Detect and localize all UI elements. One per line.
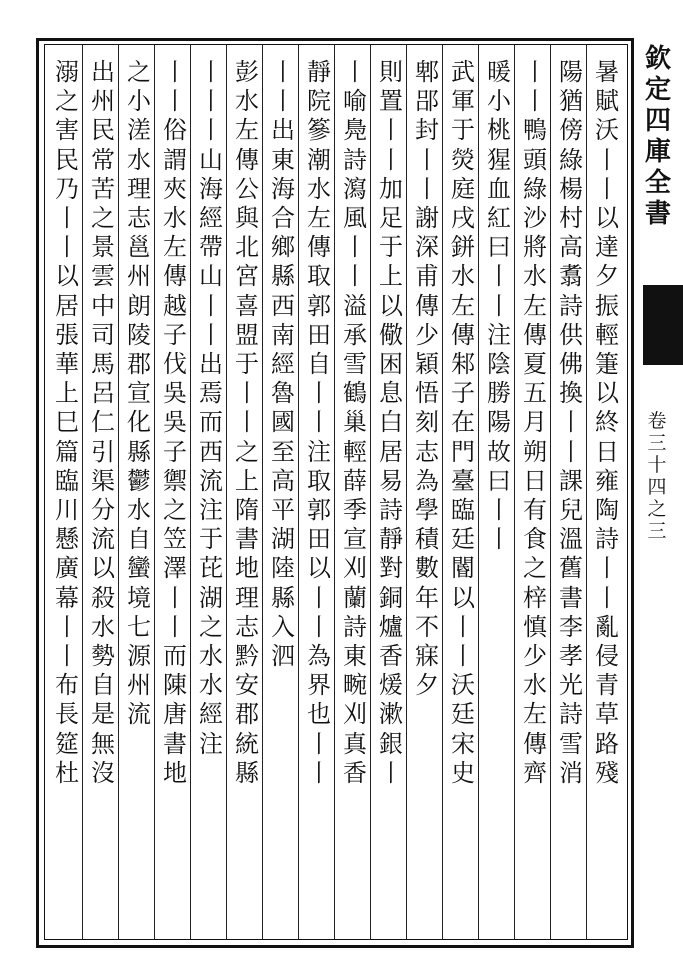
fishtail-mark <box>643 285 683 365</box>
column-rule <box>118 44 119 940</box>
column-rule <box>370 44 371 940</box>
text-column: 靜院篸潮水左傳取郭田自丨丨注取郭田以丨丨為界也丨丨 <box>307 58 331 787</box>
column-rule <box>82 44 83 940</box>
book-title: 欽定四庫全書 <box>644 44 671 229</box>
text-column: 之小溠水理志邕州朗陵郡宣化縣鬱水自蠻境七源州流 <box>127 58 151 729</box>
column-rule <box>298 44 299 940</box>
column-rule <box>406 44 407 940</box>
text-column: 暖小桃猩血紅曰丨丨注陰勝陽故曰丨丨 <box>487 58 511 554</box>
text-column: 溺之害民乃丨丨以居張華上巳篇臨川懸廣幕丨丨布長筵杜 <box>55 58 79 787</box>
text-column: 丨丨俗謂夾水左傳越子伐吳吳子禦之笠澤丨丨而陳唐書地 <box>163 58 187 787</box>
column-rule <box>586 44 587 940</box>
column-rule <box>226 44 227 940</box>
column-rule <box>442 44 443 940</box>
text-column: 彭水左傳公與北宮喜盟于丨丨之上隋書地理志黔安郡統縣 <box>235 58 259 787</box>
column-rule <box>550 44 551 940</box>
volume-label: 卷三十四之三 <box>647 410 667 542</box>
text-column: 陽猶傍綠楊村高翥詩供佛換丨丨課兒溫舊書李孝光詩雪消 <box>559 58 583 787</box>
text-column: 郫郘封丨丨謝深甫傳少穎悟刻志為學積數年不寐夕 <box>415 58 439 700</box>
column-rule <box>478 44 479 940</box>
text-column: 則置丨丨加足于上以儆困息白居易詩靜對銅爐香煖漱銀丨 <box>379 58 403 787</box>
column-rule <box>154 44 155 940</box>
column-rule <box>334 44 335 940</box>
text-column: 暑賦沃丨丨以達夕振輕箑以終日雍陶詩丨丨亂侵青草路殘 <box>595 58 619 787</box>
text-column: 丨丨出東海合鄉縣西南經魯國至高平湖陸縣入泗 <box>271 58 295 671</box>
text-column: 出州民常苦之景雲中司馬呂仁引渠分流以殺水勢自是無沒 <box>91 58 115 787</box>
text-column: 武軍于熒庭戌鉼水左傳邾子在門臺臨廷閽以丨丨沃廷宋史 <box>451 58 475 787</box>
text-column: 丨喻鳧詩瀉風丨丨溢承雪鶴巢輕薛季宣刈蘭詩東畹刈真香 <box>343 58 367 787</box>
column-rule <box>262 44 263 940</box>
column-rule <box>190 44 191 940</box>
text-column: 丨丨鴨頭綠沙將水左傳夏五月朔日有食之梓慎少水左傳齊 <box>523 58 547 787</box>
column-rule <box>514 44 515 940</box>
text-column: 丨丨丨山海經帶山丨丨出焉而西流注于芘湖之水水經注 <box>199 58 223 758</box>
